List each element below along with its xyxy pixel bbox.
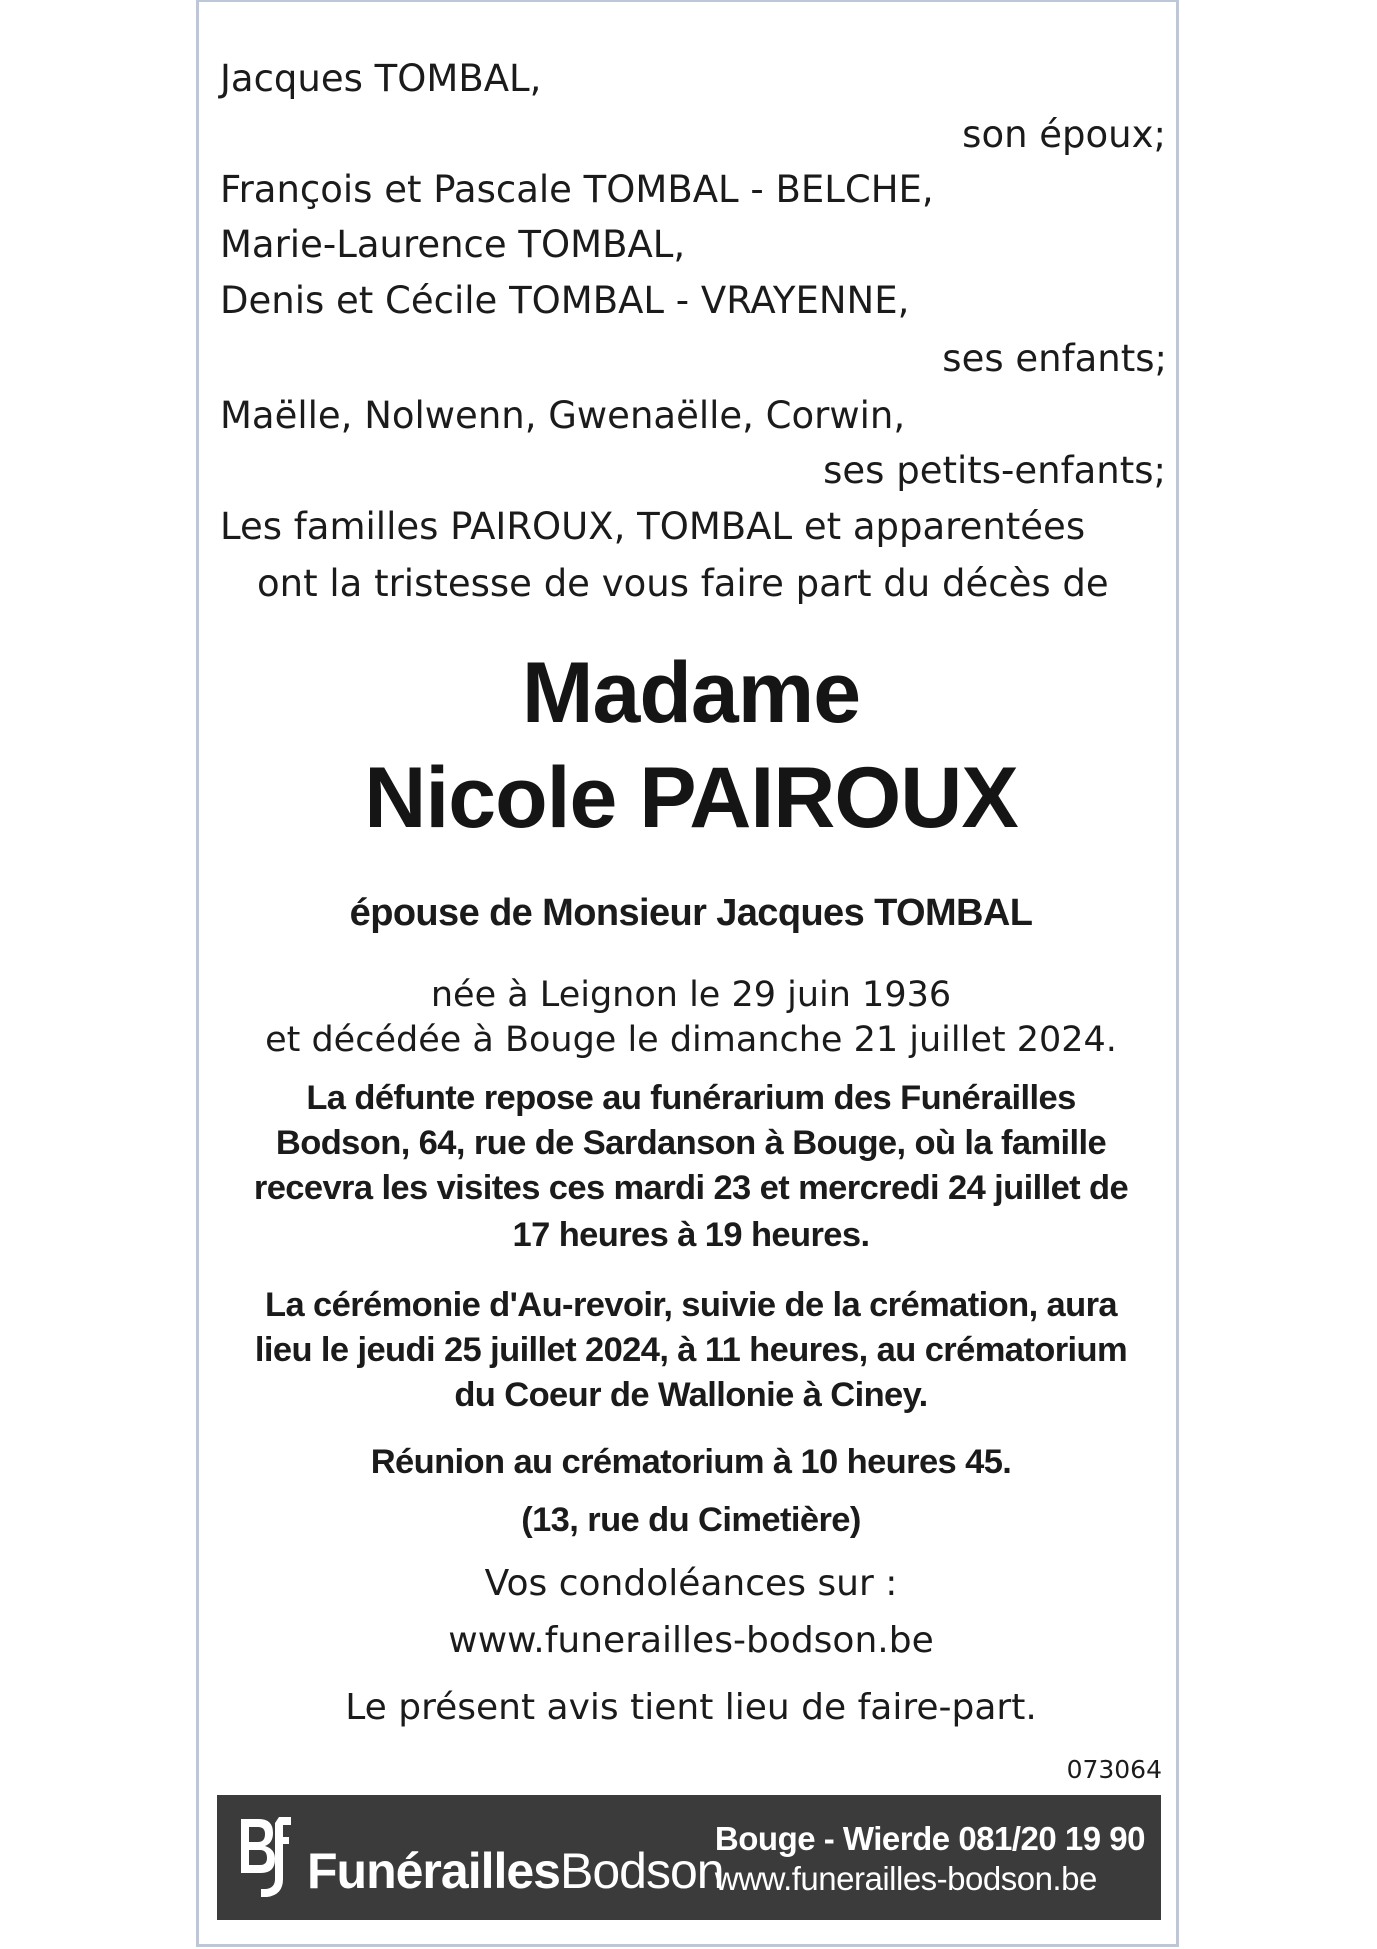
children-role: ses enfants; [942, 337, 1167, 380]
condolences-url[interactable]: www.funerailles-bodson.be [448, 1620, 934, 1661]
death-line: et décédée à Bouge le dimanche 21 juillet 2024. [265, 1020, 1117, 1060]
contact-block [715, 1819, 1145, 1899]
deceased-title: Madame [521, 645, 861, 741]
repose-line: recevra les visites ces mardi 23 et mercredi 24 juillet de [253, 1169, 1129, 1207]
birth-line: née à Leignon le 29 juin 1936 [430, 975, 952, 1015]
obituary-frame [196, 0, 1179, 1947]
husband-name: Jacques TOMBAL, [220, 57, 542, 100]
contact-phone-line [715, 1819, 1145, 1859]
families-line: Les familles PAIROUX, TOMBAL et apparentées [220, 505, 1086, 548]
child-line: Denis et Cécile TOMBAL - VRAYENNE, [220, 279, 910, 322]
notice-line: Le présent avis tient lieu de faire-part. [345, 1687, 1037, 1728]
brand-name-part1: Funérailles [307, 1843, 560, 1899]
brand-name [307, 1843, 724, 1899]
bodson-logo-icon [235, 1813, 293, 1901]
ceremony-line: La cérémonie d'Au-revoir, suivie de la crémation, aura [264, 1286, 1118, 1324]
ceremony-line: du Coeur de Wallonie à Ciney. [454, 1376, 928, 1414]
phone-number[interactable]: 081/20 19 90 [958, 1820, 1145, 1857]
brand-name-part2: Bodson [560, 1843, 724, 1899]
repose-line: La défunte repose au funérarium des Funérailles [306, 1079, 1076, 1117]
announcement-line: ont la tristesse de vous faire part du décès de [257, 562, 1109, 605]
crematorium-address: (13, rue du Cimetière) [521, 1501, 861, 1539]
repose-line: 17 heures à 19 heures. [512, 1216, 870, 1254]
child-line: Marie-Laurence TOMBAL, [220, 223, 686, 266]
footer-website[interactable]: www.funerailles-bodson.be [714, 1860, 1097, 1897]
child-line: François et Pascale TOMBAL - BELCHE, [220, 168, 934, 211]
condolences-label: Vos condoléances sur : [484, 1563, 898, 1604]
funeral-home-banner [217, 1795, 1161, 1920]
spouse-line: épouse de Monsieur Jacques TOMBAL [349, 892, 1033, 934]
locations: Bouge - Wierde [714, 1820, 950, 1857]
ceremony-line: lieu le jeudi 25 juillet 2024, à 11 heures, au crématorium [254, 1331, 1128, 1369]
grandchildren-names: Maëlle, Nolwenn, Gwenaëlle, Corwin, [220, 394, 906, 437]
deceased-name: Nicole PAIROUX [364, 750, 1018, 846]
grandchildren-role: ses petits-enfants; [823, 449, 1166, 492]
husband-role: son époux; [962, 113, 1166, 156]
reference-number: 073064 [1066, 1755, 1162, 1784]
repose-line: Bodson, 64, rue de Sardanson à Bouge, où la famille [275, 1124, 1107, 1162]
meeting-line: Réunion au crématorium à 10 heures 45. [370, 1443, 1012, 1481]
